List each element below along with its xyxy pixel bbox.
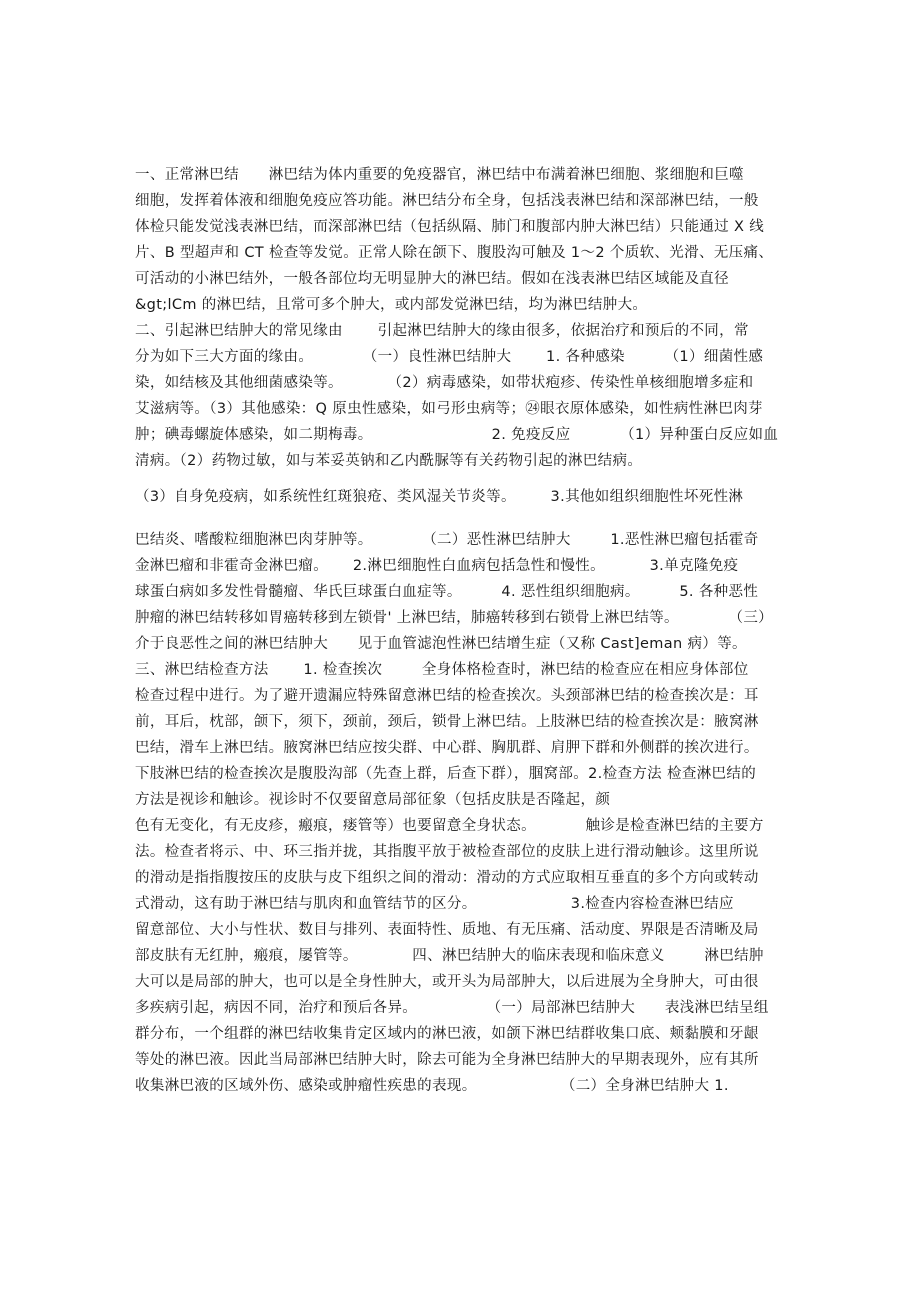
text-line: 方法是视诊和触诊。视诊时不仅要留意局部征象（包括皮肤是否隆起，颜 — [135, 792, 611, 808]
text-line: 等处的淋巴液。因此当局部淋巴结肿大时，除去可能为全身淋巴结肿大的早期表现外，应有其所 — [135, 1052, 759, 1068]
text-line: 介于良恶性之间的淋巴结肿大 见于血管滤泡性淋巴结增生症（又称 Cast]eman 病）等。 — [135, 636, 747, 652]
text-line: 肿瘤的淋巴结转移如胃癌转移到左锁骨' 上淋巴结，肺癌转移到右锁骨上淋巴结等。 （三） — [135, 610, 774, 626]
text-line: &gt;lCm 的淋巴结，且常可多个肿大，或内部发觉淋巴结，均为淋巴结肿大。 — [135, 297, 648, 313]
text-line: 三、淋巴结检查方法 1. 检查挨次 全身体格检查时，淋巴结的检查应在相应身体部位 — [135, 662, 749, 678]
text-line: （3）自身免疫病，如系统性红斑狼疮、类风湿关节炎等。 3.其他如组织细胞性坏死性淋 — [135, 489, 744, 505]
text-line: 多疾病引起，病因不同，治疗和预后各异。 （一）局部淋巴结肿大 表浅淋巴结呈组 — [135, 1000, 769, 1016]
text-line: 片、B 型超声和 CT 检查等发觉。正常人除在颌下、腹股沟可触及 1～2 个质软、光滑、无压痛、 — [135, 245, 774, 261]
text-line: 下肢淋巴结的检查挨次是腹股沟部（先查上群，后查下群），腘窝部。2.检查方法 检查淋巴结的 — [135, 766, 757, 782]
text-line: 式滑动，这有助于淋巴结与肌肉和血管结节的区分。 3.检查内容检查淋巴结应 — [135, 896, 734, 912]
text-line: 的滑动是指指腹按压的皮肤与皮下组织之间的滑动：滑动的方式应取相互垂直的多个方向或转动 — [135, 870, 759, 886]
text-line: 二、引起淋巴结肿大的常见缘由 引起淋巴结肿大的缘由很多，依据治疗和预后的不同，常 — [135, 323, 749, 339]
text-line: 前，耳后，枕部，颌下，须下，颈前，颈后，锁骨上淋巴结。上肢淋巴结的检查挨次是：腋窝淋 — [135, 714, 759, 730]
text-line: 留意部位、大小与性状、数目与排列、表面特性、质地、有无压痛、活动度、界限是否清晰及局 — [135, 922, 759, 938]
text-line: 球蛋白病如多发性骨髓瘤、华氏巨球蛋白血症等。 4. 恶性组织细胞病。 5. 各种恶性 — [135, 584, 759, 600]
text-line: 体检只能发觉浅表淋巴结，而深部淋巴结（包括纵隔、肺门和腹部内肿大淋巴结）只能通过 X 线 — [135, 219, 765, 235]
text-line: 部皮肤有无红肿，瘢痕，屡管等。 四、淋巴结肿大的临床表现和临床意义 淋巴结肿 — [135, 948, 764, 964]
text-line: 细胞，发挥着体液和细胞免疫应答功能。淋巴结分布全身，包括浅表淋巴结和深部淋巴结，一般 — [135, 193, 759, 209]
text-line: 可活动的小淋巴结外，一般各部位均无明显肿大的淋巴结。假如在浅表淋巴结区域能及直径 — [135, 271, 729, 287]
text-line: 清病。（2）药物过敏，如与苯妥英钠和乙内酰脲等有关药物引起的淋巴结病。 — [135, 453, 643, 469]
text-line: 色有无变化，有无皮疹，瘢痕，瘘管等）也要留意全身状态。 触诊是检查淋巴结的主要方 — [135, 818, 764, 834]
text-line: 分为如下三大方面的缘由。 （一）良性淋巴结肿大 1. 各种感染 （1）细菌性感 — [135, 349, 764, 365]
text-line: 染，如结核及其他细菌感染等。 （2）病毒感染，如带状疱疹、传染性单核细胞增多症和 — [135, 375, 754, 391]
text-line: 群分布，一个组群的淋巴结收集肯定区域内的淋巴液，如颌下淋巴结群收集口底、颊黏膜和牙龈 — [135, 1026, 759, 1042]
text-line: 收集淋巴液的区域外伤、感染或肿瘤性疾患的表现。 （二）全身淋巴结肿大 1. — [135, 1078, 729, 1094]
text-line: 巴结炎、嗜酸粒细胞淋巴肉芽肿等。 （二）恶性淋巴结肿大 1.恶性淋巴瘤包括霍奇 — [135, 532, 759, 548]
text-line: 大可以是局部的肿大，也可以是全身性肿大，或开头为局部肿大，以后进展为全身肿大，可由很 — [135, 974, 759, 990]
text-line: 肿；碘毒螺旋体感染，如二期梅毒。 2. 免疫反应 （1）异种蛋白反应如血 — [135, 427, 779, 443]
text-line: 金淋巴瘤和非霍奇金淋巴瘤。 2.淋巴细胞性白血病包括急性和慢性。 3.单克隆免疫 — [135, 558, 739, 574]
text-line: 一、正常淋巴结 淋巴结为体内重要的免疫器官，淋巴结中布满着淋巴细胞、浆细胞和巨噬 — [135, 167, 744, 183]
text-line: 法。检查者将示、中、环三指并拢，其指腹平放于被检查部位的皮肤上进行滑动触诊。这里所说 — [135, 844, 759, 860]
text-line: 检查过程中进行。为了避开遗漏应特殊留意淋巴结的检查挨次。头颈部淋巴结的检查挨次是：耳 — [135, 688, 759, 704]
text-line: 艾滋病等。（3）其他感染：Q 原虫性感染，如弓形虫病等；㉔眼衣原体感染，如性病性淋巴肉芽 — [135, 401, 763, 417]
text-line: 巴结，滑车上淋巴结。腋窝淋巴结应按尖群、中心群、胸肌群、肩胛下群和外侧群的挨次进行。 — [135, 740, 759, 756]
